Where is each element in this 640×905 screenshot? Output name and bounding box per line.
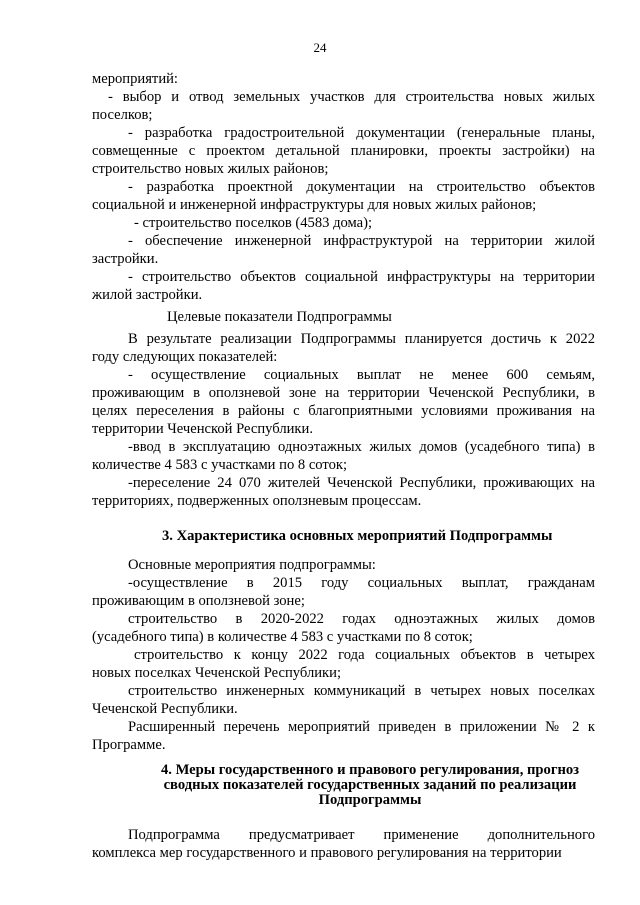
text-line: строительство новых жилых районов;: [92, 161, 329, 177]
text-line: - разработка градостроительной документации (генеральные планы,: [128, 125, 595, 141]
text-line: -переселение 24 070 жителей Чеченской Республики, проживающих на: [128, 475, 595, 491]
text-line: году следующих показателей:: [92, 349, 278, 365]
text-line: Программе.: [92, 737, 166, 753]
text-line: строительство к концу 2022 года социальных объектов в четырех: [134, 647, 595, 663]
text-line: - осуществление социальных выплат не менее 600 семьям,: [128, 367, 595, 383]
text-line: (усадебного типа) в количестве 4 583 с участками по 8 соток;: [92, 629, 473, 645]
heading-line: 4. Меры государственного и правового регулирования, прогноз: [160, 762, 580, 778]
text-line: -ввод в эксплуатацию одноэтажных жилых домов (усадебного типа) в: [128, 439, 595, 455]
text-line: застройки.: [92, 251, 159, 267]
text-line: социальной и инженерной инфраструктуры для новых жилых районов;: [92, 197, 537, 213]
heading-line: Подпрограммы: [318, 792, 422, 808]
section-heading-4: [140, 763, 600, 808]
text-line: Подпрограмма предусматривает применение дополнительного: [128, 827, 595, 843]
text-line: совмещенные с проектом детальной планировки, проекты застройки) на: [92, 143, 595, 159]
text-line: целях переселения в районы с благоприятными условиями проживания на: [92, 403, 595, 419]
text-line: новых поселках Чеченской Республики;: [92, 665, 341, 681]
text-line: В результате реализации Подпрограммы планируется достичь к 2022: [128, 331, 595, 347]
section-heading-3: 3. Характеристика основных мероприятий Подпрограммы: [162, 528, 553, 544]
text-line: - разработка проектной документации на строительство объектов: [128, 179, 595, 195]
text-line: мероприятий:: [92, 71, 178, 87]
text-line: комплекса мер государственного и правового регулирования на территории: [92, 845, 562, 861]
text-line: - выбор и отвод земельных участков для строительства новых жилых: [108, 89, 595, 105]
section-subtitle: Целевые показатели Подпрограммы: [167, 309, 392, 325]
text-line: строительство в 2020-2022 годах одноэтажных жилых домов: [128, 611, 595, 627]
text-line: Основные мероприятия подпрограммы:: [128, 557, 376, 573]
page-number: 24: [313, 40, 327, 55]
text-line: Чеченской Республики.: [92, 701, 238, 717]
text-line: Расширенный перечень мероприятий приведен в приложении № 2 к: [128, 719, 595, 735]
text-line: проживающим в оползневой зоне;: [92, 593, 305, 609]
text-line: жилой застройки.: [92, 287, 203, 303]
text-line: поселков;: [92, 107, 153, 123]
text-line: территории Чеченской Республики.: [92, 421, 313, 437]
text-line: - строительство поселков (4583 дома);: [134, 215, 373, 231]
text-line: - обеспечение инженерной инфраструктурой на территории жилой: [128, 233, 595, 249]
text-line: -осуществление в 2015 году социальных выплат, гражданам: [128, 575, 595, 591]
text-line: - строительство объектов социальной инфраструктуры на территории: [128, 269, 595, 285]
text-line: территориях, подверженных оползневым процессам.: [92, 493, 422, 509]
text-line: количестве 4 583 с участками по 8 соток;: [92, 457, 348, 473]
text-line: проживающим в оползневой зоне на территории Чеченской Республики, в: [92, 385, 595, 401]
heading-line: сводных показателей государственных заданий по реализации: [163, 777, 577, 793]
text-line: строительство инженерных коммуникаций в четырех новых поселках: [128, 683, 595, 699]
